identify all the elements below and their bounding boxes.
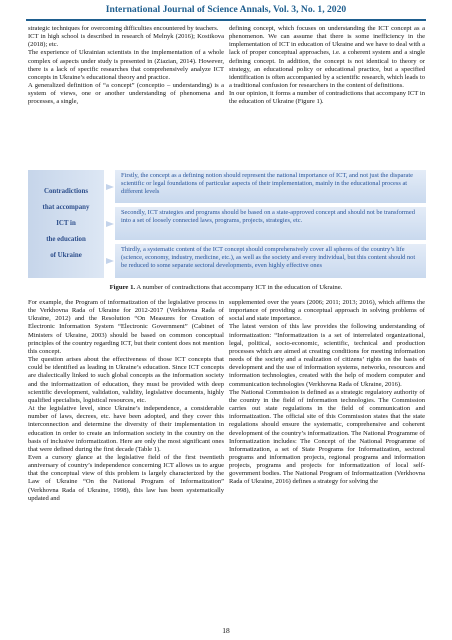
paragraph: strategic techniques for overcoming difficulties encountered by teachers.	[28, 25, 219, 32]
figure-left-line: ICT in	[56, 220, 76, 227]
page-number: 18	[222, 626, 230, 635]
column-top-left	[28, 25, 224, 107]
column-bottom-right	[229, 299, 425, 487]
arrow-icon	[106, 184, 114, 190]
figure-left-line: Contradictions	[43, 188, 89, 195]
figure-left-line: the education	[46, 236, 86, 243]
column-bottom-left	[28, 299, 224, 503]
figure-1	[28, 170, 426, 278]
arrow-icon	[106, 258, 114, 264]
figure-left-line: that accompany	[42, 204, 90, 211]
caption-label: Figure 1.	[109, 284, 136, 291]
paragraph: For example, the Program of informatization of the legislative process in the Verkhovna Rada of Ukraine for 2012-2017 (Verkhovna Rada of Ukraine, 2012) and the Resolution “On Measures for Creation of Electronic Information System “Electronic Government” (Cabinet of Ministers of Ukraine, 2003) should be based on common conceptual principles of the country regarding ICT, but their content does not mention this concept.	[28, 299, 224, 355]
figure-caption	[0, 284, 452, 291]
journal-header: International Journal of Science Annals, Vol. 3, No. 1, 2020	[105, 4, 347, 15]
paragraph: A generalized definition of “a concept” (conceptio – understanding) is a system of views, one or another understanding of phenomena and processes, a single,	[28, 82, 224, 106]
figure-left-line: of Ukraine	[50, 252, 82, 259]
paragraph: ICT in high school is described in research of Melnyk (2016); Kostikova (2018); etc.	[28, 33, 224, 49]
paragraph: The latest version of this law provides the following understanding of informatization: “Informatization is a set of interrelated organizational, legal, political, socio-economic, scientific, technical and production processes which are aimed at creating conditions for meeting information needs of the society and a realization of citizens’ rights on the basis of development and the use of information systems, networks, resources and information technologies, created with the help of modern computer and communication technologies (Verkhovna Rada of Ukraine, 2016).	[229, 323, 425, 388]
header-rule	[26, 19, 426, 21]
figure-box-thirdly: Thirdly, a systematic content of the ICT concept should comprehensively cover all spheres of the country’s life (science, economy, industry, medicine, etc.), as well as the society and every individual, but this content should not be reduced to some separate sectoral developments, even highly effective ones	[115, 244, 426, 278]
figure-box-secondly: Secondly, ICT strategies and programs should be based on a state-approved concept and should not be transformed into a set of loosely connected laws, programs, projects, strategies, etc.	[115, 207, 426, 240]
paragraph: supplemented over the years (2006; 2011; 2013; 2016), which affirms the importance of providing a conceptual approach in solving problems of social and state importance.	[229, 299, 425, 323]
paragraph: The question arises about the effectiveness of those ICT concepts that could be identified as leading in Ukraine’s education. Since ICT concepts are dialectically linked to such global concepts as the information society and the informatization of education, they must be provided with deep scientific development, validation, validity, legislative documents, highly qualified specialists, logistical resources, etc.	[28, 356, 224, 404]
paragraph: The experience of Ukrainian scientists in the implementation of a whole complex of aspects under study is presented in (Ziazian, 2014). However, there is a lack of specific researches that comprehensively analyze ICT concepts in Ukraine’s educational theory and practice.	[28, 49, 224, 81]
paragraph: In our opinion, it forms a number of contradictions that accompany ICT in the education of Ukraine (Figure 1).	[229, 90, 425, 106]
figure-left-label	[28, 170, 104, 278]
figure-box-firstly: Firstly, the concept as a defining notion should represent the national importance of ICT, and not just the disparate scientific or legal foundations of particular aspects of their implementation, mainly in the educational process at different levels	[115, 170, 426, 203]
caption-text: A number of contradictions that accompany ICT in the education of Ukraine.	[135, 284, 343, 291]
paragraph: defining concept, which focuses on understanding the ICT concept as a phenomenon. We can assume that there is some inefficiency in the implementation of ICT in education of Ukraine and we have to deal with a lack of proper conceptual approaches, i.e. a coherent system and a single defining concept. In addition, the concept is not identical to theory or strategy, an educational policy or educational practice, but a specified identification is often accompanied by a scientific research, which leads to a traditional confusion for researchers in the content of definitions.	[229, 25, 425, 90]
paragraph: At the legislative level, since Ukraine’s independence, a considerable number of laws, decrees, etc. have been adopted, and they cover this interconnection and determine the diversity of their implementation in education in order to create an information society in the country on the basis of inclusive informatization. Here are only the most significant ones that were defined during the first decade (Table 1).	[28, 405, 224, 453]
column-top-right	[229, 25, 425, 107]
paragraph: The National Commission is defined as a strategic regulatory authority of the country in the field of information technologies. The Commission carries out state regulations in the field of communication and informatization. The official site of this Commission states that the state regulations should ensure the systematic, comprehensive and coherent development of the country’s informatization. The National Programme of Informatization includes: The Concept of the National Programme of Informatization, a set of State Programs for Informatization, sectoral programs and information projects, regional programs and information projects, programs and projects for informatization of local self-government bodies. The National Program of Informatization (Verkhovna Rada of Ukraine, 2016) defines a strategy for solving the	[229, 388, 425, 486]
paragraph: Even a cursory glance at the legislative field of the first twentieth anniversary of country’s independence concerning ICT allows us to argue that the conceptual view of this problem is largely characterized by the Law of Ukraine “On the National Program of Informatization” (Verkhovna Rada of Ukraine, 1998), this law has been systematically updated and	[28, 453, 224, 502]
arrow-icon	[106, 221, 114, 227]
